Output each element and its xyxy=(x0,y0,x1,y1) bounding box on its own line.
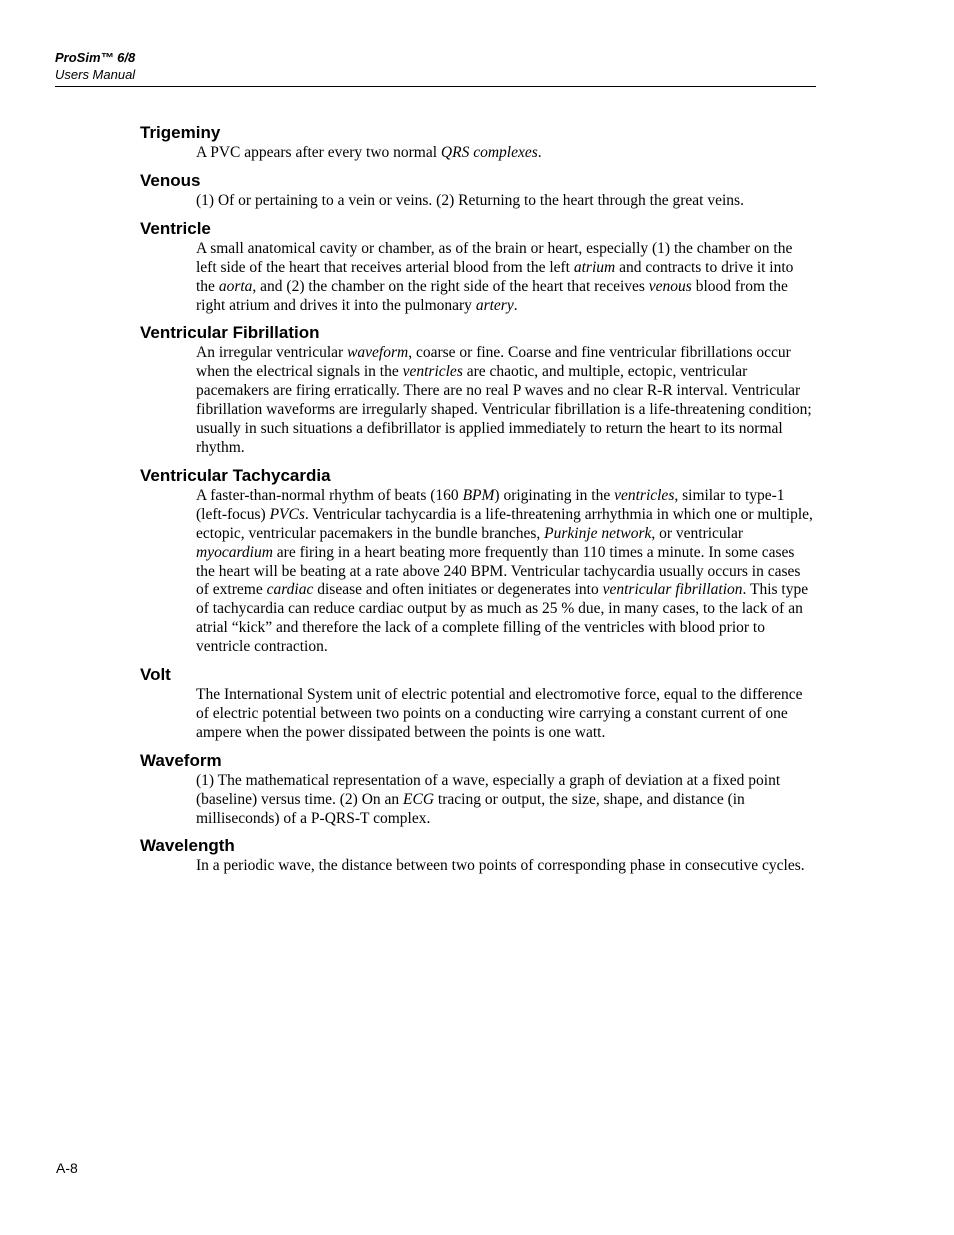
glossary-entry xyxy=(140,664,816,743)
italic-term: waveform xyxy=(347,344,409,362)
glossary-content xyxy=(140,122,816,883)
definition-text: An irregular ventricular xyxy=(196,344,348,362)
product-title: ProSim™ 6/8 xyxy=(55,50,136,65)
glossary-entry xyxy=(140,322,816,457)
glossary-definition xyxy=(196,344,816,457)
definition-text: . Ventricular tachycardia is a life-threatening arrhythmia in which one or multiple, ectopic, ventricular pacemakers in the bundle branches, xyxy=(196,505,813,542)
glossary-entry xyxy=(140,750,816,829)
italic-term: PVCs xyxy=(269,505,305,523)
header-rule xyxy=(55,86,816,87)
italic-term: ventricles xyxy=(402,363,463,381)
glossary-definition xyxy=(196,240,816,316)
italic-term: myocardium xyxy=(196,543,273,561)
italic-term: cardiac xyxy=(266,581,314,599)
italic-term: aorta xyxy=(218,277,253,295)
definition-text: disease and often initiates or degenerates into xyxy=(313,581,603,599)
page-header xyxy=(55,49,816,83)
definition-text: . xyxy=(513,296,518,314)
definition-text: blood from the right atrium and drives it into the pulmonary xyxy=(196,277,788,314)
italic-term: artery xyxy=(475,296,514,314)
definition-text: . xyxy=(537,144,542,161)
glossary-definition xyxy=(196,144,816,163)
definition-text: A small anatomical cavity or chamber, as of the brain or heart, especially (1) the chamber on the left side of the heart that receives arterial blood from the left xyxy=(196,239,793,276)
glossary-definition xyxy=(196,857,816,876)
glossary-entry xyxy=(140,835,816,876)
definition-text: (1) Of or pertaining to a vein or veins. (2) Returning to the heart through the great veins. xyxy=(196,191,744,209)
definition-text: , and (2) the chamber on the right side of the heart that receives xyxy=(252,277,649,295)
italic-term: ventricular fibrillation xyxy=(602,581,743,599)
definition-text: , or ventricular xyxy=(651,524,744,542)
glossary-term: Waveform xyxy=(140,750,222,770)
glossary-term: Ventricle xyxy=(140,218,211,238)
definition-text: are chaotic, and multiple, ectopic, ventricular pacemakers are firing erratically. There are no real P waves and no clear R-R interval. Ventricular fibrillation waveforms are irregularly shaped. Ventricular fibrillation is a life-threatening condition; usually in such situations a defibrillator is applied immediately to return the heart to its normal rhythm. xyxy=(196,363,812,456)
glossary-definition xyxy=(196,487,816,657)
definition-text: In a periodic wave, the distance between two points of corresponding phase in consecutive cycles. xyxy=(196,857,805,875)
glossary-term: Trigeminy xyxy=(140,123,221,142)
glossary-term: Ventricular Fibrillation xyxy=(140,323,320,343)
glossary-definition xyxy=(196,772,816,829)
definition-text: , coarse or fine. Coarse and fine ventricular fibrillations occur when the electrical signals in the xyxy=(196,344,791,381)
glossary-term: Wavelength xyxy=(140,836,235,856)
italic-term: venous xyxy=(648,277,692,295)
definition-text: A PVC appears after every two normal xyxy=(196,144,441,161)
glossary-entry xyxy=(140,170,816,211)
glossary-entry xyxy=(140,122,816,163)
italic-term: ECG xyxy=(403,790,435,808)
glossary-term: Volt xyxy=(140,665,171,685)
glossary-entry xyxy=(140,218,816,316)
glossary-definition xyxy=(196,192,816,211)
italic-term: atrium xyxy=(573,258,616,276)
definition-text: . This type of tachycardia can reduce cardiac output by as much as 25 % due, in many cases, to the lack of an atrial “kick” and therefore the lack of a complete filling of the ventricles with blood prior to ventricle contraction. xyxy=(196,581,809,656)
italic-term: QRS complexes xyxy=(440,144,538,161)
manual-title: Users Manual xyxy=(55,67,136,82)
italic-term: ventricles xyxy=(614,486,675,504)
definition-text: The International System unit of electric potential and electromotive force, equal to the difference of electric potential between two points on a conducting wire carrying a constant current of one ampere when the power dissipated between the points is one watt. xyxy=(196,686,803,741)
definition-text: A faster-than-normal rhythm of beats (160 xyxy=(196,486,463,504)
glossary-definition xyxy=(196,686,816,743)
glossary-term: Venous xyxy=(140,170,201,190)
definition-text: tracing or output, the size, shape, and distance (in milliseconds) of a P-QRS-T complex. xyxy=(196,790,745,827)
italic-term: BPM xyxy=(462,486,495,504)
glossary-term: Ventricular Tachycardia xyxy=(140,465,331,485)
definition-text: and contracts to drive it into the xyxy=(196,258,794,295)
definition-text: , similar to type-1 (left-focus) xyxy=(196,486,785,523)
definition-text: are firing in a heart beating more frequently than 110 times a minute. In some cases the heart will be beating at a rate above 240 BPM. Ventricular tachycardia usually occurs in cases of extreme xyxy=(196,543,801,599)
page-number: A-8 xyxy=(56,1160,78,1176)
definition-text: ) originating in the xyxy=(494,486,615,504)
glossary-entry xyxy=(140,465,816,657)
definition-text: (1) The mathematical representation of a wave, especially a graph of deviation at a fixed point (baseline) versus time. (2) On an xyxy=(196,771,781,808)
italic-term: Purkinje network xyxy=(544,524,652,542)
